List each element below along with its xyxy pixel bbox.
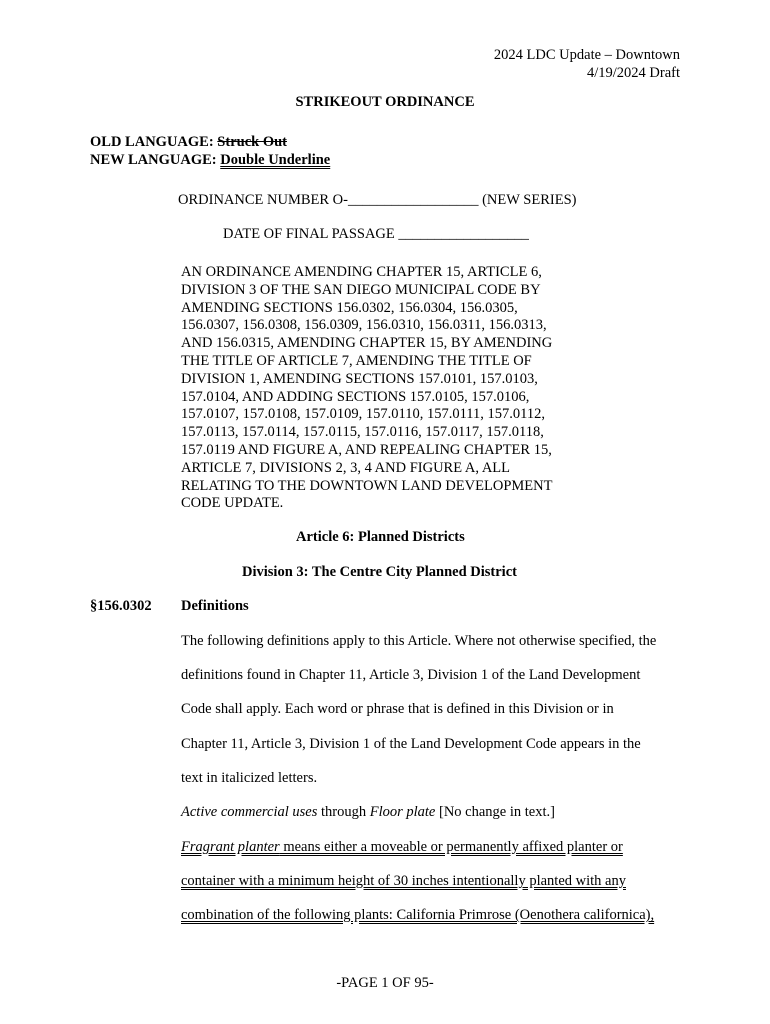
document-heading: STRIKEOUT ORDINANCE [295, 94, 475, 110]
date-of-final-passage: DATE OF FINAL PASSAGE __________________ [223, 226, 529, 242]
double-underline-example: Double Underline [220, 152, 331, 168]
ordinance-title-line: RELATING TO THE DOWNTOWN LAND DEVELOPMENT [181, 477, 553, 494]
ordinance-title-line: DIVISION 1, AMENDING SECTIONS 157.0101, 157.0103, [181, 370, 538, 387]
ordinance-title-line: 157.0113, 157.0114, 157.0115, 157.0116, 157.0117, 157.0118, [181, 424, 544, 441]
section-title: Definitions [181, 598, 249, 614]
connector-text: through [317, 804, 370, 820]
fragrant-planter-line-1 [181, 839, 623, 856]
fragrant-planter-line-2: container with a minimum height of 30 inches intentionally planted with any [181, 873, 626, 889]
ordinance-title-line: CODE UPDATE. [181, 495, 284, 512]
old-language-label: OLD LANGUAGE: [90, 134, 218, 150]
ordinance-title-line: 157.0107, 157.0108, 157.0109, 157.0110, 157.0111, 157.0112, [181, 406, 545, 423]
defined-term: Active commercial uses [181, 804, 318, 820]
body-line: definitions found in Chapter 11, Article 3, Division 1 of the Land Development [181, 667, 641, 683]
ordinance-title-line: AN ORDINANCE AMENDING CHAPTER 15, ARTICLE 6, [181, 264, 542, 280]
body-line: Code shall apply. Each word or phrase that is defined in this Division or in [181, 701, 614, 717]
header-line-2: 4/19/2024 Draft [586, 65, 680, 81]
fragrant-planter-line-3: combination of the following plants: California Primrose (Oenothera californica), [181, 907, 655, 923]
ordinance-title-line: THE TITLE OF ARTICLE 7, AMENDING THE TITLE OF [181, 352, 532, 369]
article-heading: Article 6: Planned Districts [296, 529, 465, 545]
division-heading: Division 3: The Centre City Planned District [242, 564, 517, 580]
ordinance-title-line: AND 156.0315, AMENDING CHAPTER 15, BY AMENDING [181, 335, 553, 352]
defined-term: Floor plate [369, 804, 436, 820]
section-number: §156.0302 [90, 598, 152, 614]
body-line: text in italicized letters. [181, 770, 318, 786]
new-language-legend [90, 152, 330, 169]
defined-term: Fragrant planter [181, 839, 280, 855]
no-change-note: [No change in text.] [435, 804, 555, 820]
ordinance-title-line: DIVISION 3 OF THE SAN DIEGO MUNICIPAL CODE BY [181, 281, 541, 298]
old-language-legend [90, 134, 287, 151]
body-line: Chapter 11, Article 3, Division 1 of the Land Development Code appears in the [181, 736, 641, 752]
ordinance-title [181, 264, 601, 513]
active-commercial-uses-line [181, 804, 555, 821]
ordinance-title-line: AMENDING SECTIONS 156.0302, 156.0304, 156.0305, [181, 299, 518, 316]
page-footer: -PAGE 1 OF 95- [336, 975, 434, 991]
new-language-label: NEW LANGUAGE: [90, 152, 221, 168]
ordinance-title-line: 156.0307, 156.0308, 156.0309, 156.0310, 156.0311, 156.0313, [181, 317, 547, 334]
body-line: The following definitions apply to this Article. Where not otherwise specified, the [181, 633, 657, 649]
ordinance-title-line: 157.0104, AND ADDING SECTIONS 157.0105, 157.0106, [181, 388, 530, 405]
ordinance-title-line: 157.0119 AND FIGURE A, AND REPEALING CHAPTER 15, [181, 441, 552, 458]
header-line-1: 2024 LDC Update – Downtown [493, 47, 680, 63]
definition-text: means either a moveable or permanently affixed planter or [279, 839, 623, 855]
ordinance-number: ORDINANCE NUMBER O-__________________ (NEW SERIES) [178, 192, 577, 208]
ordinance-title-line: ARTICLE 7, DIVISIONS 2, 3, 4 AND FIGURE A, ALL [181, 459, 511, 476]
struck-out-example: Struck Out [217, 134, 287, 150]
